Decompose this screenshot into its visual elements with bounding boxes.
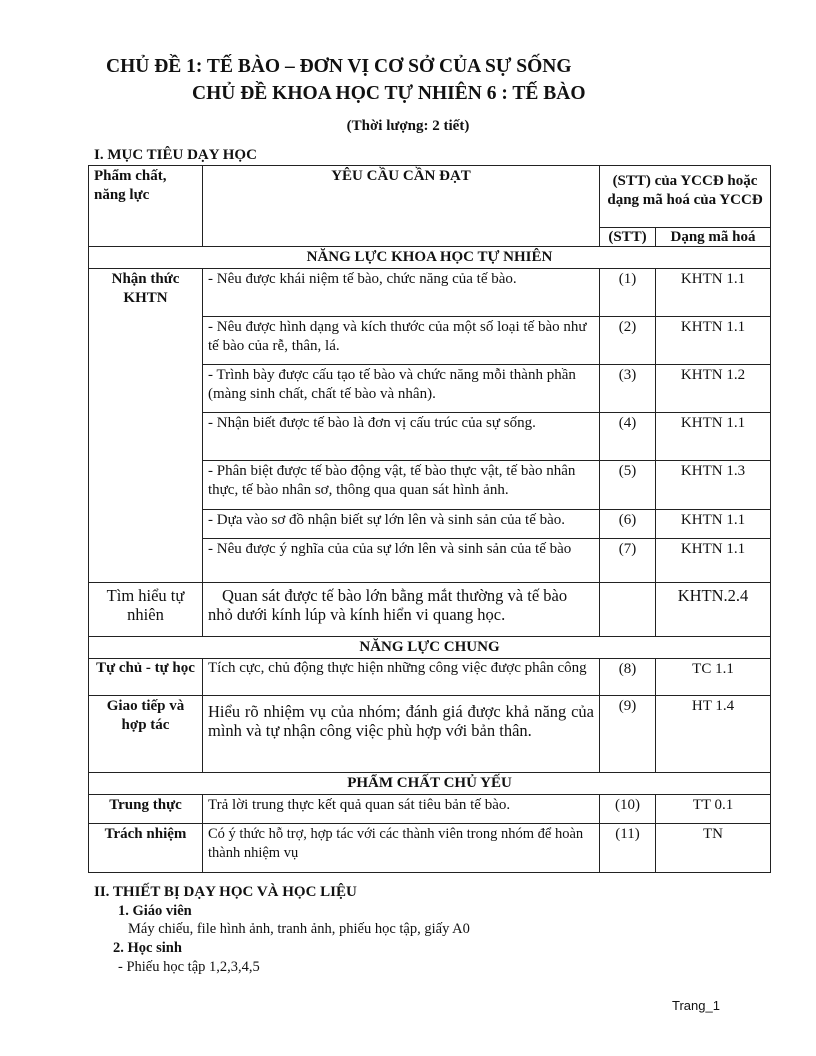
section-1-heading: I. MỤC TIÊU DẠY HỌC bbox=[94, 147, 257, 163]
code-cell: TN bbox=[656, 824, 771, 873]
code-cell: KHTN 1.1 bbox=[656, 413, 771, 461]
header-quality-competency: Phẩm chất, năng lực bbox=[89, 166, 203, 247]
requirement-cell: - Dựa vào sơ đồ nhận biết sự lớn lên và sinh sản của tế bào. bbox=[203, 510, 600, 539]
header-stt: (STT) bbox=[600, 228, 656, 247]
document-subtitle: CHỦ ĐỀ KHOA HỌC TỰ NHIÊN 6 : TẾ BÀO bbox=[192, 83, 586, 104]
page-number: Trang_1 bbox=[672, 998, 720, 1013]
stt-cell: (4) bbox=[600, 413, 656, 461]
group-natural-science-competency: NĂNG LỰC KHOA HỌC TỰ NHIÊN bbox=[89, 247, 771, 269]
requirement-cell: - Nêu được khái niệm tế bào, chức năng của tế bào. bbox=[203, 269, 600, 317]
code-cell: KHTN 1.2 bbox=[656, 365, 771, 413]
code-cell: KHTN 1.1 bbox=[656, 510, 771, 539]
stt-cell bbox=[600, 583, 656, 637]
row-label-honesty: Trung thực bbox=[89, 795, 203, 824]
requirement-cell: - Phân biệt được tế bào động vật, tế bào thực vật, tế bào nhân thực, tế bào nhân sơ, thông qua quan sát hình ảnh. bbox=[203, 461, 600, 510]
stt-cell: (8) bbox=[600, 659, 656, 696]
stt-cell: (11) bbox=[600, 824, 656, 873]
requirement-cell: - Trình bày được cấu tạo tế bào và chức năng mỗi thành phần (màng sinh chất, chất tế bào và nhân). bbox=[203, 365, 600, 413]
section-2-heading: II. THIẾT BỊ DẠY HỌC VÀ HỌC LIỆU bbox=[94, 884, 357, 900]
code-cell: KHTN 1.3 bbox=[656, 461, 771, 510]
code-cell: KHTN 1.1 bbox=[656, 317, 771, 365]
header-requirements: YÊU CẦU CẦN ĐẠT bbox=[203, 166, 600, 247]
code-cell: KHTN.2.4 bbox=[656, 583, 771, 637]
row-label-responsibility: Trách nhiệm bbox=[89, 824, 203, 873]
row-label-communication: Giao tiếp và hợp tác bbox=[89, 696, 203, 773]
code-cell: TC 1.1 bbox=[656, 659, 771, 696]
learning-objectives-table bbox=[88, 165, 771, 873]
student-heading: 2. Học sinh bbox=[113, 940, 182, 956]
stt-cell: (3) bbox=[600, 365, 656, 413]
requirement-cell: - Nêu được ý nghĩa của của sự lớn lên và sinh sản của tế bào bbox=[203, 539, 600, 583]
requirement-cell: Tích cực, chủ động thực hiện những công việc được phân công bbox=[203, 659, 600, 696]
requirement-cell: Quan sát được tế bào lớn bằng mắt thường và tế bào nhỏ dưới kính lúp và kính hiển vi quang học. bbox=[203, 583, 600, 637]
header-code-group: (STT) của YCCĐ hoặc dạng mã hoá của YCCĐ bbox=[600, 166, 771, 228]
requirement-cell: Hiểu rõ nhiệm vụ của nhóm; đánh giá được khả năng của mình và tự nhận công việc phù hợp với bản thân. bbox=[203, 696, 600, 773]
code-cell: HT 1.4 bbox=[656, 696, 771, 773]
code-cell: KHTN 1.1 bbox=[656, 269, 771, 317]
requirement-cell: Trả lời trung thực kết quả quan sát tiêu bản tế bào. bbox=[203, 795, 600, 824]
duration-note: (Thời lượng: 2 tiết) bbox=[346, 118, 470, 134]
teacher-items: Máy chiếu, file hình ảnh, tranh ảnh, phiếu học tập, giấy A0 bbox=[128, 921, 470, 937]
stt-cell: (1) bbox=[600, 269, 656, 317]
requirement-cell: Có ý thức hỗ trợ, hợp tác với các thành viên trong nhóm để hoàn thành nhiệm vụ bbox=[203, 824, 600, 873]
group-general-competency: NĂNG LỰC CHUNG bbox=[89, 637, 771, 659]
requirement-cell: - Nhận biết được tế bào là đơn vị cấu trúc của sự sống. bbox=[203, 413, 600, 461]
group-main-qualities: PHẨM CHẤT CHỦ YẾU bbox=[89, 773, 771, 795]
code-cell: KHTN 1.1 bbox=[656, 539, 771, 583]
stt-cell: (5) bbox=[600, 461, 656, 510]
student-items: - Phiếu học tập 1,2,3,4,5 bbox=[118, 959, 260, 975]
stt-cell: (7) bbox=[600, 539, 656, 583]
stt-cell: (6) bbox=[600, 510, 656, 539]
document-title: CHỦ ĐỀ 1: TẾ BÀO – ĐƠN VỊ CƠ SỞ CỦA SỰ SỐNG bbox=[106, 56, 572, 77]
stt-cell: (10) bbox=[600, 795, 656, 824]
requirement-cell: - Nêu được hình dạng và kích thước của một số loại tế bào như tế bào của rễ, thân, lá. bbox=[203, 317, 600, 365]
row-label-cognition: Nhận thức KHTN bbox=[89, 269, 203, 583]
code-cell: TT 0.1 bbox=[656, 795, 771, 824]
stt-cell: (9) bbox=[600, 696, 656, 773]
row-label-self-study: Tự chủ - tự học bbox=[89, 659, 203, 696]
teacher-heading: 1. Giáo viên bbox=[118, 903, 192, 919]
stt-cell: (2) bbox=[600, 317, 656, 365]
row-label-explore-nature: Tìm hiểu tự nhiên bbox=[89, 583, 203, 637]
header-code-form: Dạng mã hoá bbox=[656, 228, 771, 247]
